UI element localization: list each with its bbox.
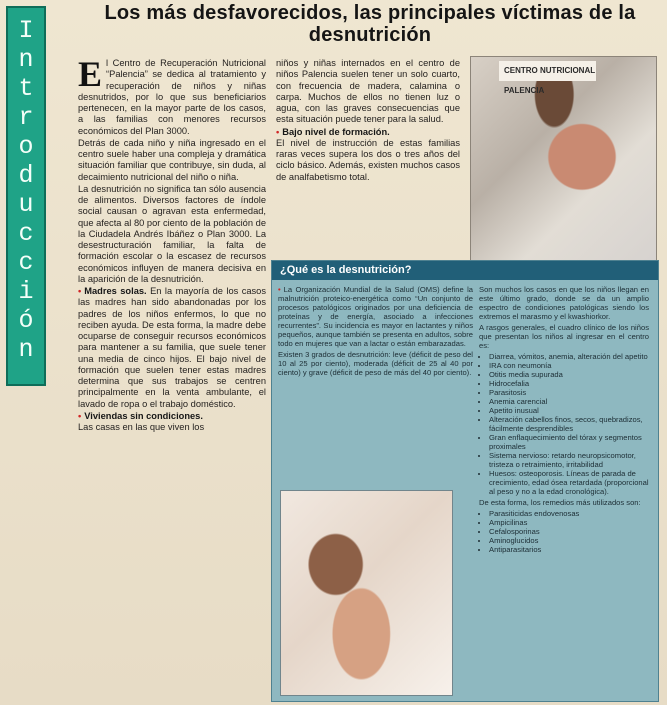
side-label-letter: c bbox=[18, 219, 34, 248]
column-2 bbox=[276, 58, 460, 254]
box-right-paragraph-2: A rasgos generales, el cuadro clínico de los niños que presentan los niños al ingresar en el centro es: bbox=[479, 323, 649, 350]
symptom-list-item: • Diarrea, vómitos, anemia, alteración del apetito bbox=[489, 352, 649, 361]
side-label-letter: i bbox=[18, 277, 34, 306]
symptom-list-item: • Parasitosis bbox=[489, 388, 649, 397]
introduccion-side-label bbox=[6, 6, 46, 386]
paragraph-col2-2 bbox=[276, 127, 460, 183]
article-title: Los más desfavorecidos, las principales víctimas de la desnutrición bbox=[104, 2, 636, 46]
paragraph-col2-2-text: El nivel de instrucción de estas familias raras veces supera los dos o tres años del ciclo básico. Además, existen muchos casos de analfabetismo total. bbox=[276, 137, 460, 182]
treatment-list-item: • Cefalosporinas bbox=[489, 527, 649, 536]
side-label-letter: I bbox=[18, 16, 34, 45]
box-left-paragraph-2: Existen 3 grados de desnutrición: leve (déficit de peso del 10 al 25 por ciento), moderada (déficit de 25 al 40 por ciento) y grave (déficit de peso de más del 40 por ciento). bbox=[278, 350, 473, 377]
side-label-letter: r bbox=[18, 103, 34, 132]
side-label-letter: c bbox=[18, 248, 34, 277]
side-label-letter: t bbox=[18, 74, 34, 103]
drop-cap: E bbox=[78, 58, 103, 94]
side-label-letter: n bbox=[18, 45, 34, 74]
photo-child-medical bbox=[280, 490, 453, 696]
paragraph-2: Detrás de cada niño y niña ingresado en el centro suele haber una compleja y dramática situación familiar que contribuye, sin duda, al decaimiento nutricional del niño o niña. bbox=[78, 137, 266, 182]
symptom-list-item: • Otitis media supurada bbox=[489, 370, 649, 379]
symptom-list-item: • Hidrocefalia bbox=[489, 379, 649, 388]
column-1 bbox=[78, 58, 266, 703]
info-box-header: ¿Qué es la desnutrición? bbox=[272, 261, 658, 280]
paragraph-3: La desnutrición no significa tan sólo ausencia de alimentos. Diversos factores de índole social causan o agravan esta enfermedad, que afecta al 80 por ciento de la población de la Ciudadela Andrés Ibáñez o Plan 3000. La desestructuración familiar, la falta de formación escolar o la escasez de recursos económicos influyen de manera decisiva en la aparición de la desnutrición. bbox=[78, 183, 266, 284]
treatment-list-item: • Parasiticidas endovenosas bbox=[489, 509, 649, 518]
side-label-letter: d bbox=[18, 161, 34, 190]
symptom-list-item: • IRA con neumonía bbox=[489, 361, 649, 370]
paragraph-col2-1: niños y niñas internados en el centro de niños Palencia suelen tener un solo cuarto, con frecuencia de madera, calamina o carpa. Muchos de ellos no tienen luz o agua, con las graves consecuencias que esta situación puede tener para la salud. bbox=[276, 58, 460, 125]
subhead-madres-solas: Madres solas. bbox=[84, 286, 147, 296]
info-box-right-column bbox=[479, 285, 649, 695]
symptom-list-item: • Apetito inusual bbox=[489, 406, 649, 415]
box-right-paragraph-1: Son muchos los casos en que los niños llegan en este último grado, donde se da un amplio espectro de condiciones patológicas siendo los extremos el marasmo y el kwashiorkor. bbox=[479, 285, 649, 321]
paragraph-5-text: Las casas en las que viven los bbox=[78, 422, 205, 432]
subhead-viviendas: Viviendas sin condiciones. bbox=[84, 410, 203, 421]
red-bullet: • bbox=[276, 126, 280, 137]
photo-child-back bbox=[470, 56, 657, 266]
symptom-list-item: • Alteración cabellos finos, secos, quebradizos, fácilmente desprendibles bbox=[489, 415, 649, 433]
intro-paragraph bbox=[78, 58, 266, 137]
side-label-letter: u bbox=[18, 190, 34, 219]
treatment-list bbox=[479, 509, 649, 554]
red-bullet: • bbox=[78, 410, 82, 421]
side-label-letter: o bbox=[18, 132, 34, 161]
subhead-bajo-nivel: Bajo nivel de formación. bbox=[282, 126, 390, 137]
paragraph-4-text: En la mayoría de los casos las madres han sido abandonadas por los padres de los niños enfermos, lo que no reciben ayuda. De esta forma, la madre debe ocuparse de conseguir recursos económicos para mantener a su familia, que suele tener una media de cinco hijos. El bajo nivel de formación que suelen tener estas madres determina que sus trabajos se centren principalmente en la venta ambulante, el lavado de ropa o el trabajo doméstico. bbox=[78, 286, 266, 409]
paragraph-5 bbox=[78, 411, 266, 434]
box-left-paragraph-1: • La Organización Mundial de la Salud (OMS) define la malnutrición proteico-energética como “Un conjunto de procesos patológicos originados por una deficiencia de proteínas y de energía, asociado a infecciones recurrentes”. Su incidencia es mayor en lactantes y niños pequeños, aunque también se presenta en adultos, sobre todo en mujeres que van a lactar o están embarazadas. bbox=[278, 285, 473, 348]
treatment-list-item: • Aminoglucidos bbox=[489, 536, 649, 545]
info-box-left-column bbox=[278, 285, 473, 480]
treatment-list-item: • Antiparasitarios bbox=[489, 545, 649, 554]
symptom-list-item: • Sistema nervioso: retardo neuropsicomotor, tristeza o retraimiento, irritabilidad bbox=[489, 451, 649, 469]
symptom-list bbox=[479, 352, 649, 496]
red-bullet: • bbox=[78, 286, 82, 296]
paragraph-4 bbox=[78, 286, 266, 410]
treatment-list-item: • Ampicilinas bbox=[489, 518, 649, 527]
symptom-list-item: • Huesos: osteoporosis. Líneas de parada de crecimiento, edad ósea retardada (proporcional al peso y no a la edad cronológica). bbox=[489, 469, 649, 496]
intro-text: l Centro de Recuperación Nutricional “Palencia” se dedica al tratamiento y recuperación de niños y niñas desnutridos, por lo que sus beneficiarios pertenecen, en la mayor parte de los casos, a las familias con menores recursos económicos del Plan 3000. bbox=[78, 58, 266, 136]
info-box-desnutricion bbox=[271, 260, 659, 702]
side-label-letter: ó bbox=[18, 306, 34, 335]
box-right-paragraph-3: De esta forma, los remedios más utilizados son: bbox=[479, 498, 641, 507]
symptom-list-item: • Anemia carencial bbox=[489, 397, 649, 406]
symptom-list-item: • Gran enflaquecimiento del tórax y segmentos proximales bbox=[489, 433, 649, 451]
side-label-letter: n bbox=[18, 335, 34, 364]
photo-sign-text: CENTRO NUTRICIONAL PALENCIA bbox=[499, 61, 596, 81]
